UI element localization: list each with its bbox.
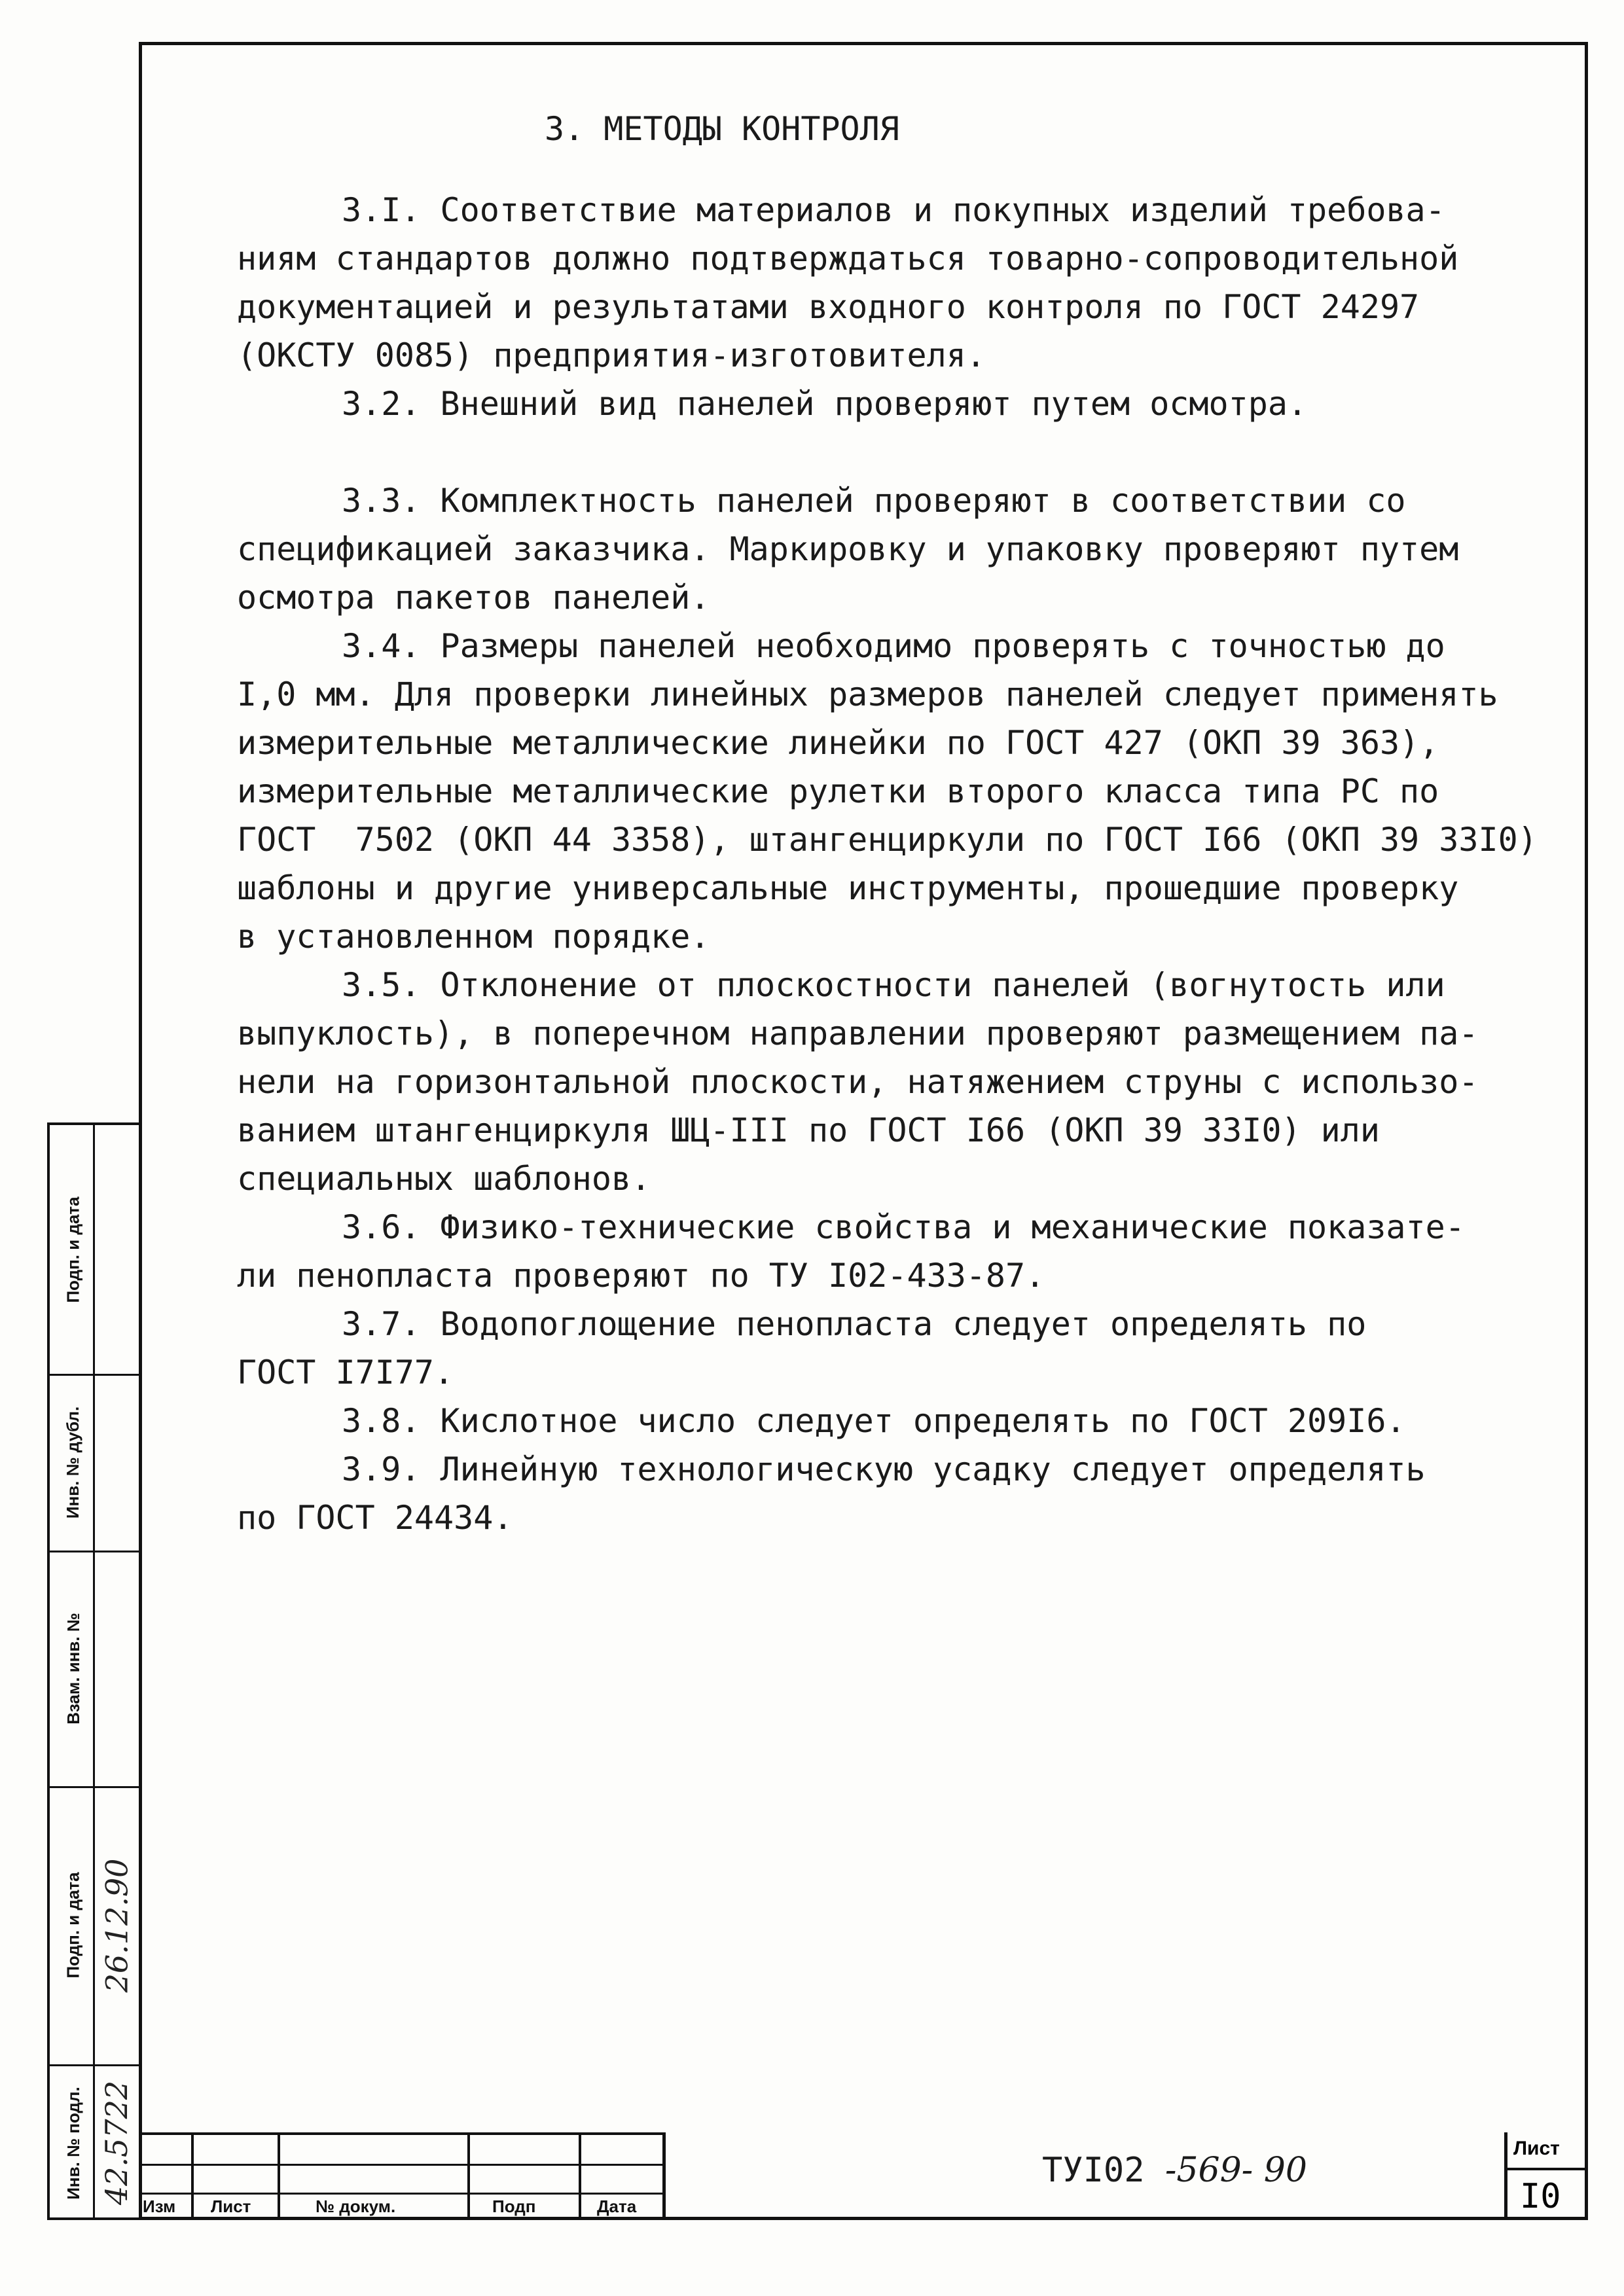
side-label-orig-inv: Инв. № подл. <box>63 2086 83 2200</box>
title-block-rule <box>662 2132 666 2220</box>
handwritten-date: 26.12.90 <box>99 1858 134 1992</box>
paragraph-3-3-cont <box>237 525 1579 622</box>
paragraph-3-1 <box>237 186 1579 234</box>
text-line: ли пенопласта проверяют по ТУ I02-433-87. <box>237 1257 1045 1295</box>
text-line: ванием штангенциркуля ШЦ-III по ГОСТ I66 (ОКП 39 33I0) или <box>237 1111 1380 1149</box>
text-line: 3.7. Водопоглощение пенопласта следует определять по <box>342 1305 1367 1343</box>
paragraph-3-4-cont <box>237 670 1579 961</box>
document-body <box>237 105 1579 1542</box>
title-block-rule <box>579 2132 581 2220</box>
paragraph-3-4 <box>237 622 1579 670</box>
paragraph-3-2 <box>237 380 1579 428</box>
title-block-rule <box>139 2132 662 2135</box>
text-line: осмотра пакетов панелей. <box>237 579 710 617</box>
paragraph-3-7 <box>237 1300 1579 1348</box>
col-label-change: Изм <box>143 2197 176 2216</box>
title-block-rule <box>139 2193 662 2195</box>
sheet-number: I0 <box>1520 2177 1561 2216</box>
text-line: по ГОСТ 24434. <box>237 1499 513 1537</box>
text-line: выпуклость), в поперечном направлении проверяют размещением па- <box>237 1014 1479 1052</box>
paragraph-3-5 <box>237 961 1579 1009</box>
side-label-replace-inv: Взам. инв. № <box>63 1612 83 1725</box>
title-block-rule <box>467 2132 470 2220</box>
side-stamp <box>47 1122 139 2220</box>
col-label-signature: Подп <box>492 2197 536 2216</box>
blank-line <box>237 428 1579 476</box>
handwritten-inventory-number: 42.5722 <box>99 2080 135 2206</box>
text-line: измерительные металлические рулетки второго класса типа РС по <box>237 772 1439 810</box>
paragraph-3-8 <box>237 1397 1579 1445</box>
text-line: спецификацией заказчика. Маркировку и упаковку проверяют путем <box>237 530 1459 568</box>
paragraph-3-5-cont <box>237 1009 1579 1203</box>
paragraph-3-1-cont <box>237 234 1579 380</box>
text-line: ГОСТ 7502 (ОКП 44 3358), штангенциркули по ГОСТ I66 (ОКП 39 33I0) <box>237 821 1538 859</box>
text-line: ниям стандартов должно подтверждаться товарно-сопроводительной <box>237 240 1459 278</box>
title-block-rule <box>139 2164 662 2166</box>
text-line: I,0 мм. Для проверки линейных размеров панелей следует применять <box>237 675 1498 713</box>
text-line: 3.3. Комплектность панелей проверяют в соответствии со <box>342 482 1406 520</box>
document-code-handwritten: -569- 90 <box>1164 2151 1307 2190</box>
col-label-doc-number: № докум. <box>316 2197 396 2216</box>
text-line: документацией и результатами входного контроля по ГОСТ 24297 <box>237 288 1420 326</box>
paragraph-3-9-cont <box>237 1494 1579 1542</box>
title-block-rule <box>278 2132 280 2220</box>
col-label-sheet: Лист <box>211 2197 251 2216</box>
side-label-dup-inv: Инв. № дубл. <box>63 1406 83 1518</box>
text-line: измерительные металлические линейки по ГОСТ 427 (ОКП 39 363), <box>237 724 1439 762</box>
side-label-sign-date-2: Подп. и дата <box>63 1872 83 1979</box>
sheet-label: Лист <box>1513 2138 1560 2159</box>
text-line: в установленном порядке. <box>237 918 710 956</box>
text-line: 3.4. Размеры панелей необходимо проверять с точностью до <box>342 627 1445 665</box>
text-line: 3.6. Физико-технические свойства и механические показате- <box>342 1208 1465 1246</box>
text-line: 3.I. Соответствие материалов и покупных изделий требова- <box>342 191 1445 229</box>
text-line: шаблоны и другие универсальные инструменты, прошедшие проверку <box>237 869 1459 907</box>
text-line: 3.9. Линейную технологическую усадку следует определять <box>342 1450 1426 1488</box>
paragraph-3-6 <box>237 1203 1579 1251</box>
title-block-rule <box>1504 2168 1588 2170</box>
text-line: 3.5. Отклонение от плоскостности панелей (вогнутость или <box>342 966 1445 1004</box>
text-line: специальных шаблонов. <box>237 1160 651 1198</box>
text-line: 3.8. Кислотное число следует определять по ГОСТ 209I6. <box>342 1402 1406 1440</box>
paragraph-3-7-cont <box>237 1348 1579 1397</box>
text-line: ГОСТ I7I77. <box>237 1354 454 1391</box>
title-block-rule <box>191 2132 194 2220</box>
paragraph-3-9 <box>237 1445 1579 1494</box>
paragraph-3-3 <box>237 476 1579 525</box>
col-label-date: Дата <box>597 2197 637 2216</box>
section-heading: 3. МЕТОДЫ КОНТРОЛЯ <box>545 110 899 148</box>
document-code: ТУI02 <box>1042 2151 1145 2190</box>
paragraph-3-6-cont <box>237 1251 1579 1300</box>
title-block-rule <box>1504 2132 1507 2220</box>
title-block <box>139 2132 1588 2220</box>
text-line: (ОКСТУ 0085) предприятия-изготовителя. <box>237 336 986 374</box>
text-line: 3.2. Внешний вид панелей проверяют путем осмотра. <box>342 385 1308 423</box>
document-designation <box>1042 2151 1307 2190</box>
text-line: нели на горизонтальной плоскости, натяжением струны с использо- <box>237 1063 1479 1101</box>
side-label-sign-date: Подп. и дата <box>63 1196 83 1303</box>
